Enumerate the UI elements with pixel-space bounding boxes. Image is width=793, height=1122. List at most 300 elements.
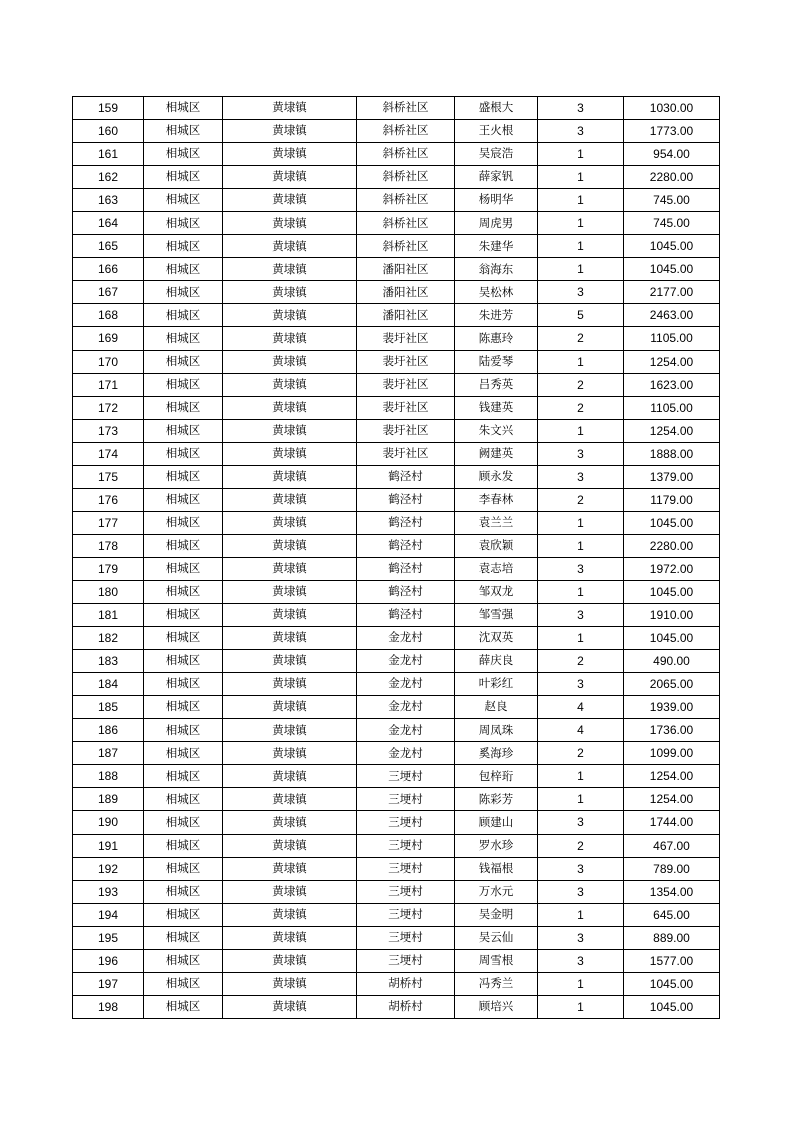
amount-cell: 1972.00: [624, 557, 720, 580]
community-cell: 金龙村: [357, 673, 455, 696]
row-number-cell: 160: [73, 120, 144, 143]
district-cell: 相城区: [144, 742, 223, 765]
community-cell: 鹤泾村: [357, 511, 455, 534]
community-cell: 裴圩社区: [357, 350, 455, 373]
amount-cell: 2177.00: [624, 281, 720, 304]
town-cell: 黄埭镇: [223, 949, 357, 972]
community-cell: 三埂村: [357, 949, 455, 972]
household-count-cell: 2: [538, 396, 624, 419]
household-count-cell: 3: [538, 442, 624, 465]
person-name-cell: 薛家钒: [455, 166, 538, 189]
person-name-cell: 朱进芳: [455, 304, 538, 327]
household-count-cell: 3: [538, 604, 624, 627]
community-cell: 鹤泾村: [357, 580, 455, 603]
assistance-table: [72, 96, 720, 1019]
district-cell: 相城区: [144, 995, 223, 1018]
amount-cell: 1773.00: [624, 120, 720, 143]
person-name-cell: 吴金明: [455, 903, 538, 926]
amount-cell: 1045.00: [624, 258, 720, 281]
person-name-cell: 邹双龙: [455, 580, 538, 603]
row-number-cell: 175: [73, 465, 144, 488]
district-cell: 相城区: [144, 580, 223, 603]
community-cell: 裴圩社区: [357, 442, 455, 465]
district-cell: 相城区: [144, 442, 223, 465]
amount-cell: 1379.00: [624, 465, 720, 488]
household-count-cell: 3: [538, 557, 624, 580]
district-cell: 相城区: [144, 650, 223, 673]
row-number-cell: 170: [73, 350, 144, 373]
person-name-cell: 周凤珠: [455, 719, 538, 742]
table-row: [73, 719, 720, 742]
household-count-cell: 3: [538, 880, 624, 903]
table-row: [73, 373, 720, 396]
household-count-cell: 1: [538, 212, 624, 235]
district-cell: 相城区: [144, 673, 223, 696]
table-row: [73, 534, 720, 557]
amount-cell: 1045.00: [624, 511, 720, 534]
person-name-cell: 邹雪强: [455, 604, 538, 627]
community-cell: 斜桥社区: [357, 120, 455, 143]
district-cell: 相城区: [144, 235, 223, 258]
community-cell: 三埂村: [357, 811, 455, 834]
household-count-cell: 1: [538, 972, 624, 995]
district-cell: 相城区: [144, 373, 223, 396]
household-count-cell: 1: [538, 235, 624, 258]
table-row: [73, 650, 720, 673]
row-number-cell: 195: [73, 926, 144, 949]
district-cell: 相城区: [144, 166, 223, 189]
town-cell: 黄埭镇: [223, 327, 357, 350]
table-row: [73, 212, 720, 235]
town-cell: 黄埭镇: [223, 166, 357, 189]
community-cell: 鹤泾村: [357, 465, 455, 488]
household-count-cell: 3: [538, 281, 624, 304]
person-name-cell: 钱福根: [455, 857, 538, 880]
amount-cell: 1736.00: [624, 719, 720, 742]
row-number-cell: 191: [73, 834, 144, 857]
district-cell: 相城区: [144, 788, 223, 811]
household-count-cell: 2: [538, 650, 624, 673]
amount-cell: 1045.00: [624, 995, 720, 1018]
row-number-cell: 183: [73, 650, 144, 673]
amount-cell: 1045.00: [624, 580, 720, 603]
amount-cell: 1045.00: [624, 627, 720, 650]
district-cell: 相城区: [144, 880, 223, 903]
amount-cell: 1577.00: [624, 949, 720, 972]
person-name-cell: 吴宸浩: [455, 143, 538, 166]
community-cell: 裴圩社区: [357, 396, 455, 419]
town-cell: 黄埭镇: [223, 627, 357, 650]
town-cell: 黄埭镇: [223, 488, 357, 511]
amount-cell: 1105.00: [624, 327, 720, 350]
amount-cell: 745.00: [624, 212, 720, 235]
community-cell: 鹤泾村: [357, 488, 455, 511]
row-number-cell: 172: [73, 396, 144, 419]
row-number-cell: 163: [73, 189, 144, 212]
person-name-cell: 吕秀英: [455, 373, 538, 396]
person-name-cell: 钱建英: [455, 396, 538, 419]
row-number-cell: 164: [73, 212, 144, 235]
row-number-cell: 182: [73, 627, 144, 650]
town-cell: 黄埭镇: [223, 903, 357, 926]
community-cell: 裴圩社区: [357, 373, 455, 396]
community-cell: 斜桥社区: [357, 143, 455, 166]
row-number-cell: 168: [73, 304, 144, 327]
household-count-cell: 3: [538, 811, 624, 834]
community-cell: 金龙村: [357, 650, 455, 673]
district-cell: 相城区: [144, 511, 223, 534]
row-number-cell: 179: [73, 557, 144, 580]
district-cell: 相城区: [144, 281, 223, 304]
row-number-cell: 197: [73, 972, 144, 995]
row-number-cell: 165: [73, 235, 144, 258]
row-number-cell: 161: [73, 143, 144, 166]
row-number-cell: 186: [73, 719, 144, 742]
town-cell: 黄埭镇: [223, 557, 357, 580]
amount-cell: 467.00: [624, 834, 720, 857]
table-row: [73, 788, 720, 811]
household-count-cell: 3: [538, 926, 624, 949]
household-count-cell: 3: [538, 465, 624, 488]
community-cell: 三埂村: [357, 880, 455, 903]
community-cell: 金龙村: [357, 696, 455, 719]
district-cell: 相城区: [144, 97, 223, 120]
household-count-cell: 1: [538, 166, 624, 189]
row-number-cell: 166: [73, 258, 144, 281]
household-count-cell: 1: [538, 903, 624, 926]
table-row: [73, 281, 720, 304]
household-count-cell: 1: [538, 534, 624, 557]
table-row: [73, 396, 720, 419]
district-cell: 相城区: [144, 926, 223, 949]
person-name-cell: 陆爱琴: [455, 350, 538, 373]
amount-cell: 745.00: [624, 189, 720, 212]
household-count-cell: 3: [538, 857, 624, 880]
amount-cell: 1179.00: [624, 488, 720, 511]
household-count-cell: 2: [538, 327, 624, 350]
amount-cell: 1744.00: [624, 811, 720, 834]
town-cell: 黄埭镇: [223, 281, 357, 304]
row-number-cell: 187: [73, 742, 144, 765]
household-count-cell: 1: [538, 350, 624, 373]
table-row: [73, 673, 720, 696]
household-count-cell: 2: [538, 742, 624, 765]
community-cell: 鹤泾村: [357, 604, 455, 627]
town-cell: 黄埭镇: [223, 696, 357, 719]
row-number-cell: 193: [73, 880, 144, 903]
amount-cell: 889.00: [624, 926, 720, 949]
town-cell: 黄埭镇: [223, 604, 357, 627]
row-number-cell: 178: [73, 534, 144, 557]
district-cell: 相城区: [144, 972, 223, 995]
amount-cell: 1623.00: [624, 373, 720, 396]
community-cell: 潘阳社区: [357, 258, 455, 281]
district-cell: 相城区: [144, 534, 223, 557]
table-row: [73, 419, 720, 442]
district-cell: 相城区: [144, 419, 223, 442]
table-row: [73, 97, 720, 120]
district-cell: 相城区: [144, 350, 223, 373]
town-cell: 黄埭镇: [223, 880, 357, 903]
town-cell: 黄埭镇: [223, 143, 357, 166]
town-cell: 黄埭镇: [223, 995, 357, 1018]
table-row: [73, 465, 720, 488]
table-row: [73, 350, 720, 373]
household-count-cell: 5: [538, 304, 624, 327]
person-name-cell: 袁兰兰: [455, 511, 538, 534]
community-cell: 金龙村: [357, 719, 455, 742]
community-cell: 裴圩社区: [357, 419, 455, 442]
district-cell: 相城区: [144, 304, 223, 327]
community-cell: 三埂村: [357, 834, 455, 857]
row-number-cell: 167: [73, 281, 144, 304]
table-row: [73, 258, 720, 281]
household-count-cell: 1: [538, 765, 624, 788]
row-number-cell: 188: [73, 765, 144, 788]
row-number-cell: 189: [73, 788, 144, 811]
household-count-cell: 3: [538, 949, 624, 972]
table-row: [73, 949, 720, 972]
person-name-cell: 冯秀兰: [455, 972, 538, 995]
person-name-cell: 万水元: [455, 880, 538, 903]
row-number-cell: 181: [73, 604, 144, 627]
community-cell: 三埂村: [357, 926, 455, 949]
amount-cell: 2280.00: [624, 534, 720, 557]
town-cell: 黄埭镇: [223, 304, 357, 327]
person-name-cell: 陈惠玲: [455, 327, 538, 350]
district-cell: 相城区: [144, 627, 223, 650]
amount-cell: 1939.00: [624, 696, 720, 719]
row-number-cell: 198: [73, 995, 144, 1018]
town-cell: 黄埭镇: [223, 396, 357, 419]
table-row: [73, 765, 720, 788]
person-name-cell: 吴云仙: [455, 926, 538, 949]
town-cell: 黄埭镇: [223, 258, 357, 281]
amount-cell: 1099.00: [624, 742, 720, 765]
table-row: [73, 995, 720, 1018]
town-cell: 黄埭镇: [223, 719, 357, 742]
amount-cell: 1254.00: [624, 788, 720, 811]
community-cell: 金龙村: [357, 742, 455, 765]
household-count-cell: 1: [538, 788, 624, 811]
table-row: [73, 304, 720, 327]
amount-cell: 954.00: [624, 143, 720, 166]
row-number-cell: 184: [73, 673, 144, 696]
person-name-cell: 袁欣颖: [455, 534, 538, 557]
table-row: [73, 327, 720, 350]
person-name-cell: 翁海东: [455, 258, 538, 281]
table-row: [73, 972, 720, 995]
town-cell: 黄埭镇: [223, 212, 357, 235]
district-cell: 相城区: [144, 120, 223, 143]
person-name-cell: 罗水珍: [455, 834, 538, 857]
row-number-cell: 174: [73, 442, 144, 465]
person-name-cell: 包梓珩: [455, 765, 538, 788]
amount-cell: 1045.00: [624, 972, 720, 995]
amount-cell: 1254.00: [624, 350, 720, 373]
person-name-cell: 叶彩红: [455, 673, 538, 696]
table-row: [73, 143, 720, 166]
district-cell: 相城区: [144, 396, 223, 419]
person-name-cell: 奚海珍: [455, 742, 538, 765]
community-cell: 裴圩社区: [357, 327, 455, 350]
table-row: [73, 604, 720, 627]
town-cell: 黄埭镇: [223, 465, 357, 488]
household-count-cell: 3: [538, 120, 624, 143]
household-count-cell: 1: [538, 258, 624, 281]
household-count-cell: 2: [538, 488, 624, 511]
town-cell: 黄埭镇: [223, 235, 357, 258]
town-cell: 黄埭镇: [223, 120, 357, 143]
household-count-cell: 3: [538, 673, 624, 696]
town-cell: 黄埭镇: [223, 373, 357, 396]
amount-cell: 2065.00: [624, 673, 720, 696]
person-name-cell: 顾建山: [455, 811, 538, 834]
town-cell: 黄埭镇: [223, 926, 357, 949]
table-row: [73, 903, 720, 926]
district-cell: 相城区: [144, 143, 223, 166]
district-cell: 相城区: [144, 811, 223, 834]
community-cell: 三埂村: [357, 788, 455, 811]
amount-cell: 1888.00: [624, 442, 720, 465]
person-name-cell: 杨明华: [455, 189, 538, 212]
district-cell: 相城区: [144, 258, 223, 281]
table-row: [73, 857, 720, 880]
person-name-cell: 吴松林: [455, 281, 538, 304]
table-row: [73, 811, 720, 834]
town-cell: 黄埭镇: [223, 97, 357, 120]
district-cell: 相城区: [144, 949, 223, 972]
town-cell: 黄埭镇: [223, 442, 357, 465]
district-cell: 相城区: [144, 604, 223, 627]
person-name-cell: 王火根: [455, 120, 538, 143]
household-count-cell: 3: [538, 97, 624, 120]
community-cell: 潘阳社区: [357, 281, 455, 304]
row-number-cell: 162: [73, 166, 144, 189]
community-cell: 胡桥村: [357, 972, 455, 995]
table-row: [73, 880, 720, 903]
table-row: [73, 488, 720, 511]
table-body: [73, 97, 720, 1019]
community-cell: 金龙村: [357, 627, 455, 650]
person-name-cell: 薛庆良: [455, 650, 538, 673]
row-number-cell: 171: [73, 373, 144, 396]
community-cell: 斜桥社区: [357, 166, 455, 189]
district-cell: 相城区: [144, 834, 223, 857]
amount-cell: 490.00: [624, 650, 720, 673]
district-cell: 相城区: [144, 488, 223, 511]
community-cell: 胡桥村: [357, 995, 455, 1018]
amount-cell: 789.00: [624, 857, 720, 880]
person-name-cell: 陈彩芳: [455, 788, 538, 811]
community-cell: 斜桥社区: [357, 235, 455, 258]
table-row: [73, 235, 720, 258]
town-cell: 黄埭镇: [223, 742, 357, 765]
town-cell: 黄埭镇: [223, 811, 357, 834]
row-number-cell: 190: [73, 811, 144, 834]
town-cell: 黄埭镇: [223, 350, 357, 373]
row-number-cell: 180: [73, 580, 144, 603]
household-count-cell: 4: [538, 719, 624, 742]
row-number-cell: 169: [73, 327, 144, 350]
district-cell: 相城区: [144, 189, 223, 212]
household-count-cell: 2: [538, 373, 624, 396]
amount-cell: 1254.00: [624, 419, 720, 442]
amount-cell: 1105.00: [624, 396, 720, 419]
person-name-cell: 阙建英: [455, 442, 538, 465]
town-cell: 黄埭镇: [223, 857, 357, 880]
community-cell: 斜桥社区: [357, 212, 455, 235]
household-count-cell: 4: [538, 696, 624, 719]
town-cell: 黄埭镇: [223, 765, 357, 788]
row-number-cell: 194: [73, 903, 144, 926]
table-row: [73, 166, 720, 189]
community-cell: 鹤泾村: [357, 557, 455, 580]
row-number-cell: 173: [73, 419, 144, 442]
amount-cell: 2280.00: [624, 166, 720, 189]
town-cell: 黄埭镇: [223, 788, 357, 811]
community-cell: 斜桥社区: [357, 189, 455, 212]
community-cell: 鹤泾村: [357, 534, 455, 557]
row-number-cell: 196: [73, 949, 144, 972]
household-count-cell: 1: [538, 580, 624, 603]
community-cell: 三埂村: [357, 765, 455, 788]
row-number-cell: 192: [73, 857, 144, 880]
district-cell: 相城区: [144, 857, 223, 880]
district-cell: 相城区: [144, 212, 223, 235]
person-name-cell: 顾培兴: [455, 995, 538, 1018]
community-cell: 三埂村: [357, 903, 455, 926]
community-cell: 潘阳社区: [357, 304, 455, 327]
household-count-cell: 1: [538, 995, 624, 1018]
amount-cell: 1354.00: [624, 880, 720, 903]
row-number-cell: 176: [73, 488, 144, 511]
table-row: [73, 120, 720, 143]
person-name-cell: 赵良: [455, 696, 538, 719]
person-name-cell: 顾永发: [455, 465, 538, 488]
town-cell: 黄埭镇: [223, 650, 357, 673]
household-count-cell: 1: [538, 511, 624, 534]
district-cell: 相城区: [144, 465, 223, 488]
household-count-cell: 2: [538, 834, 624, 857]
table-row: [73, 627, 720, 650]
town-cell: 黄埭镇: [223, 673, 357, 696]
table-row: [73, 189, 720, 212]
table-row: [73, 696, 720, 719]
district-cell: 相城区: [144, 765, 223, 788]
town-cell: 黄埭镇: [223, 189, 357, 212]
town-cell: 黄埭镇: [223, 580, 357, 603]
household-count-cell: 1: [538, 627, 624, 650]
district-cell: 相城区: [144, 903, 223, 926]
town-cell: 黄埭镇: [223, 534, 357, 557]
amount-cell: 2463.00: [624, 304, 720, 327]
row-number-cell: 185: [73, 696, 144, 719]
table-row: [73, 442, 720, 465]
town-cell: 黄埭镇: [223, 972, 357, 995]
person-name-cell: 盛根大: [455, 97, 538, 120]
household-count-cell: 1: [538, 143, 624, 166]
table-row: [73, 511, 720, 534]
table-row: [73, 742, 720, 765]
person-name-cell: 朱文兴: [455, 419, 538, 442]
amount-cell: 1254.00: [624, 765, 720, 788]
household-count-cell: 1: [538, 419, 624, 442]
row-number-cell: 177: [73, 511, 144, 534]
community-cell: 斜桥社区: [357, 97, 455, 120]
amount-cell: 1045.00: [624, 235, 720, 258]
table-row: [73, 557, 720, 580]
